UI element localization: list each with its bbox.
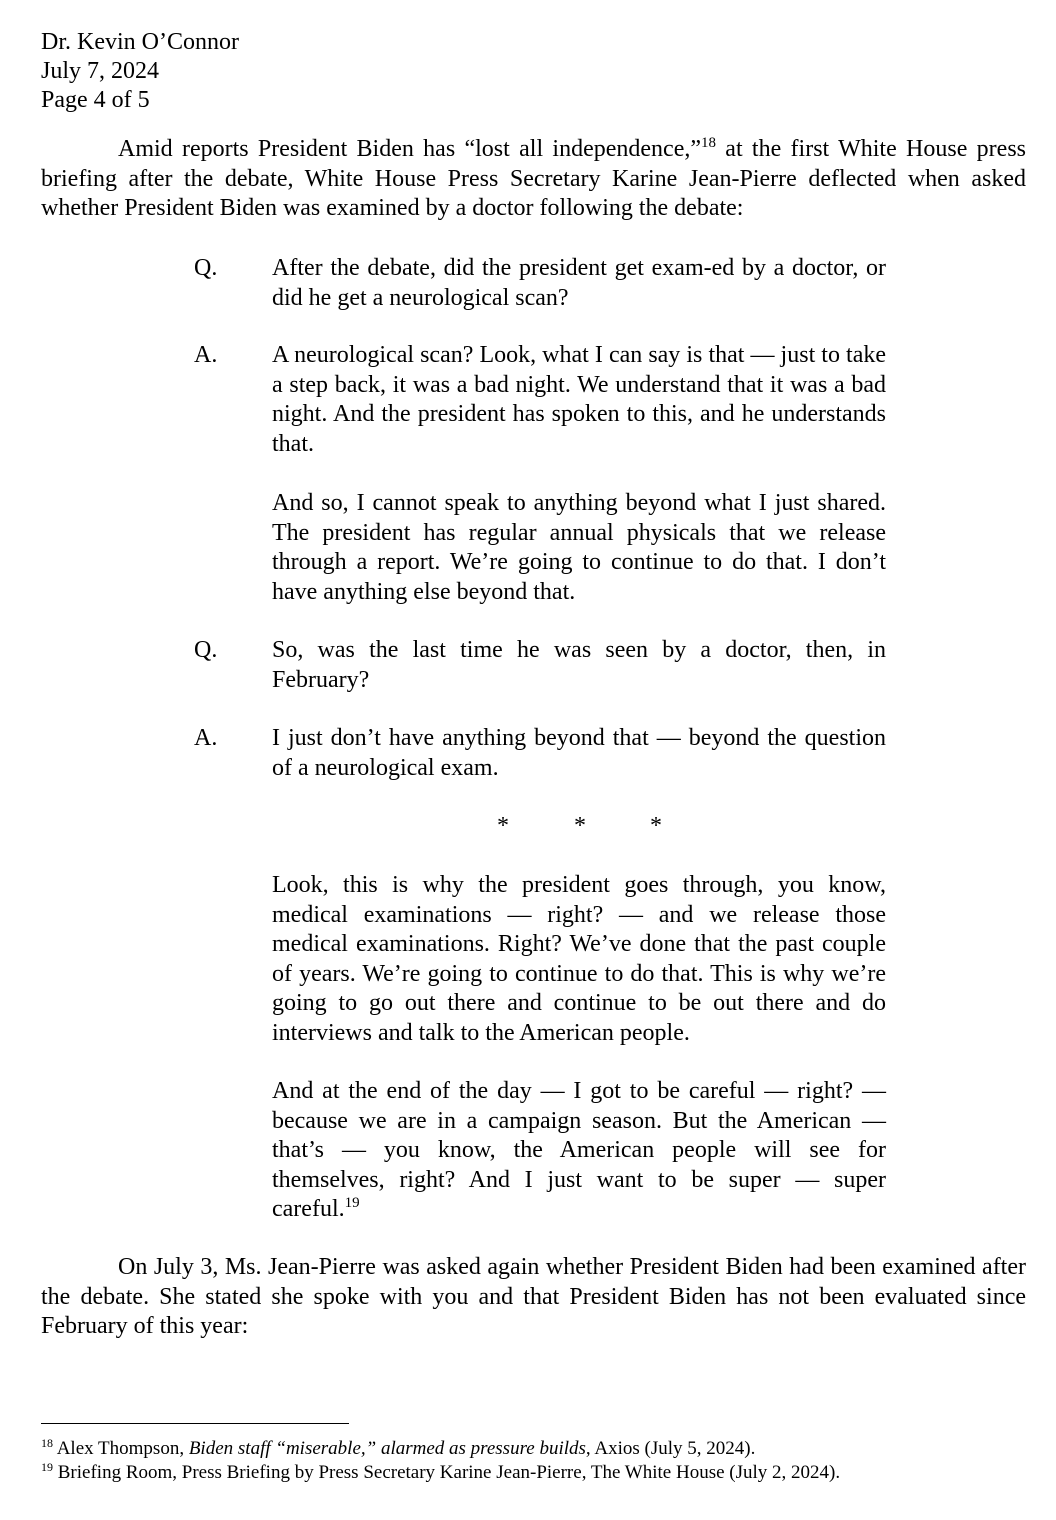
question-label: Q. (194, 637, 218, 663)
page-number: Page 4 of 5 (41, 87, 150, 113)
continued-paragraph-1: Look, this is why the president goes through, you know, medical examinations — right? — and we release those medical examinations. Right? We’ve done that the past couple of years. We’re going to continue to do that. This is why we’re going to go out there and continue to be out there and do interviews and talk to the American people. (272, 872, 886, 1046)
footnote-article-title: Biden staff “miserable,” alarmed as pressure builds (188, 1438, 586, 1459)
letter-header (41, 28, 239, 115)
question-text: So, was the last time he was seen by a doctor, then, in February? (272, 637, 886, 693)
footnote-text: Briefing Room, Press Briefing by Press Secretary Karine Jean-Pierre, The White House (July 2, 2024). (57, 1462, 841, 1483)
answer-continuation: And so, I cannot speak to anything beyond what I just shared. The president has regular annual physicals that we release through a report. We’re going to continue to do that. I don’t have anything else beyond that. (272, 490, 886, 605)
intro-paragraph (41, 135, 1026, 224)
answer-label: A. (194, 342, 218, 368)
separator-star: * (650, 813, 662, 839)
footnote-ref-19: 19 (344, 1195, 360, 1211)
followup-paragraph: On July 3, Ms. Jean-Pierre was asked again whether President Biden had been examined after the debate. She stated she spoke with you and that President Biden has not been evaluated since February of this year: (41, 1254, 1026, 1339)
answer-text: I just don’t have anything beyond that — beyond the question of a neurological exam. (272, 725, 886, 781)
footnote-author: Alex Thompson, (56, 1438, 189, 1459)
footnote-19 (41, 1461, 840, 1484)
question-label: Q. (194, 255, 218, 281)
answer-text: A neurological scan? Look, what I can say is that — just to take a step back, it was a bad night. We understand that it was a bad night. And the president has spoken to this, and he understands that. (272, 342, 886, 457)
footnote-number: 19 (41, 1460, 53, 1474)
footnote-number: 18 (41, 1436, 53, 1450)
footnote-ref-18: 18 (701, 135, 716, 151)
intro-text-end: at the first White House press briefing after the debate, White House Press Secretary Karine Jean-Pierre deflected when asked whether President Biden was examined by a doctor following the debate: (41, 136, 1026, 221)
answer-label: A. (194, 725, 218, 751)
letter-date: July 7, 2024 (41, 58, 160, 84)
footnote-source: , Axios (July 5, 2024). (585, 1438, 756, 1459)
footnote-divider (41, 1423, 349, 1424)
recipient-name: Dr. Kevin O’Connor (41, 29, 239, 55)
separator-star: * (497, 813, 509, 839)
continued-paragraph-2-text: And at the end of the day — I got to be careful — right? — because we are in a campaign season. But the American — that’s — you know, the American people will see for themselves, right? And I just want to be super — super careful. (272, 1078, 886, 1222)
footnote-18 (41, 1437, 755, 1460)
continued-paragraph-2 (272, 1077, 886, 1225)
intro-text-start: Amid reports President Biden has “lost all independence,” (118, 136, 701, 162)
separator-star: * (574, 813, 586, 839)
question-text: After the debate, did the president get exam-ed by a doctor, or did he get a neurological scan? (272, 255, 886, 311)
